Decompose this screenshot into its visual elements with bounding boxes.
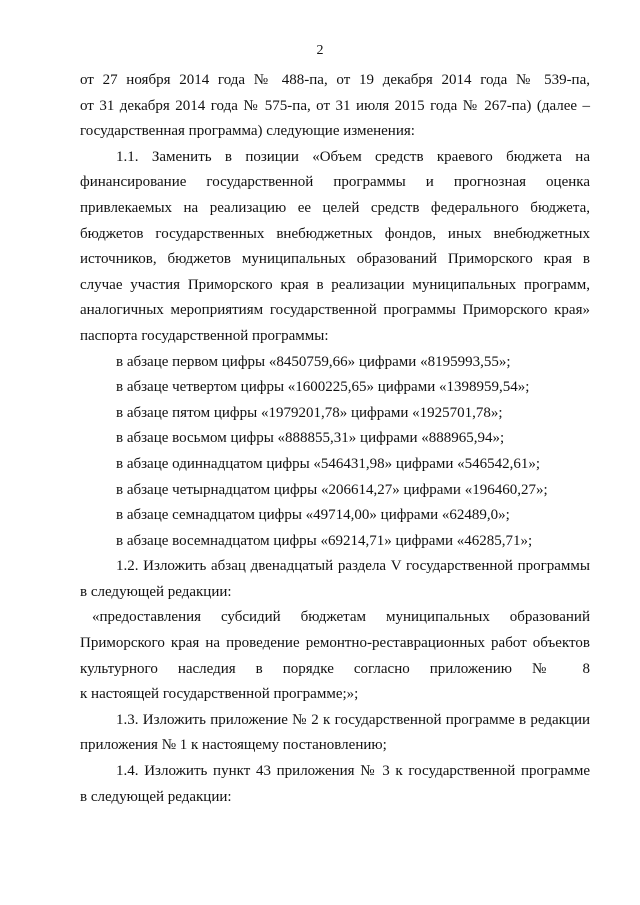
item-1-1-paragraph bbox=[80, 145, 590, 350]
item-1-3-line: 1.3. Изложить приложение № 2 к государственной программе в редакции bbox=[116, 711, 590, 728]
quote-line: к настоящей государственной программе;»; bbox=[80, 686, 359, 703]
amendment-line: в абзаце одиннадцатом цифры «546431,98» цифрами «546542,61»; bbox=[116, 455, 541, 472]
item-1-1-line: паспорта государственной программы: bbox=[80, 327, 329, 344]
intro-paragraph bbox=[80, 68, 590, 145]
document-body bbox=[80, 68, 590, 810]
item-1-4-line: 1.4. Изложить пункт 43 приложения № 3 к государственной программе bbox=[116, 763, 590, 780]
item-1-1-line: привлекаемых на реализацию ее целей средств федерального бюджета, bbox=[80, 199, 590, 216]
item-1-1-line: источников, бюджетов муниципальных образований Приморского края в bbox=[80, 251, 590, 268]
item-1-1-line: аналогичных мероприятиям государственной программы Приморского края» bbox=[80, 302, 590, 319]
item-1-3-line: приложения № 1 к настоящему постановлению; bbox=[80, 737, 387, 754]
item-1-1-line: бюджетов государственных внебюджетных фондов, иных внебюджетных bbox=[80, 225, 590, 242]
amendment-line: в абзаце семнадцатом цифры «49714,00» цифрами «62489,0»; bbox=[116, 507, 510, 524]
amendment-line: в абзаце восемнадцатом цифры «69214,71» цифрами «46285,71»; bbox=[116, 532, 533, 549]
item-1-1-line: случае участия Приморского края в реализации муниципальных программ, bbox=[80, 276, 590, 293]
intro-line: от 31 декабря 2014 года № 575-па, от 31 июля 2015 года № 267-па) (далее – bbox=[80, 97, 590, 114]
amendment-line: в абзаце первом цифры «8450759,66» цифрами «8195993,55»; bbox=[116, 353, 511, 370]
item-1-3-paragraph bbox=[80, 708, 590, 759]
page-number: 2 bbox=[316, 43, 324, 58]
quote-line: Приморского края на проведение ремонтно-реставрационных работ объектов bbox=[80, 635, 590, 652]
amendment-line: в абзаце пятом цифры «1979201,78» цифрами «1925701,78»; bbox=[116, 404, 503, 421]
amendment-line: в абзаце четвертом цифры «1600225,65» цифрами «1398959,54»; bbox=[116, 379, 530, 396]
amendment-line: в абзаце четырнадцатом цифры «206614,27» цифрами «196460,27»; bbox=[116, 481, 548, 498]
item-1-1-line: 1.1. Заменить в позиции «Объем средств краевого бюджета на bbox=[116, 148, 590, 165]
item-1-2-line: 1.2. Изложить абзац двенадцатый раздела V государственной программы bbox=[116, 558, 590, 575]
item-1-2-quote bbox=[80, 605, 590, 707]
quote-line: культурного наследия в порядке согласно приложению № 8 bbox=[80, 660, 590, 677]
intro-line: государственная программа) следующие изменения: bbox=[80, 123, 415, 140]
item-1-2-paragraph bbox=[80, 554, 590, 605]
amendment-line: в абзаце восьмом цифры «888855,31» цифрами «888965,94»; bbox=[116, 430, 505, 447]
item-1-4-line: в следующей редакции: bbox=[80, 788, 232, 805]
item-1-1-line: финансирование государственной программы и прогнозная оценка bbox=[80, 174, 590, 191]
item-1-4-paragraph bbox=[80, 759, 590, 810]
quote-line: «предоставления субсидий бюджетам муниципальных образований bbox=[92, 609, 590, 626]
intro-line: от 27 ноября 2014 года № 488-па, от 19 декабря 2014 года № 539-па, bbox=[80, 72, 590, 88]
item-1-2-line: в следующей редакции: bbox=[80, 583, 232, 600]
